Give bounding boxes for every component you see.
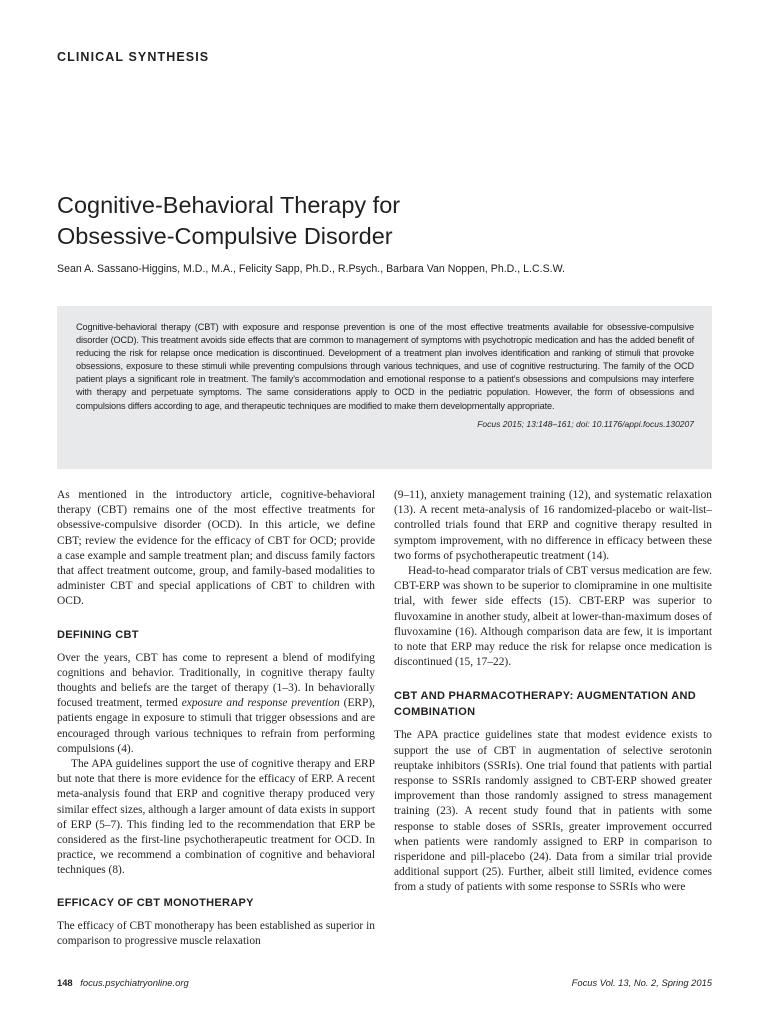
title-line-2: Obsessive-Compulsive Disorder [57,223,393,249]
author-list: Sean A. Sassano-Higgins, M.D., M.A., Felicity Sapp, Ph.D., R.Psych., Barbara Van Noppen, Ph.D., L.C.S.W. [57,263,565,275]
right-paragraph-2: Head-to-head comparator trials of CBT versus medication are few. CBT-ERP was shown to be superior to clomipramine in one multisite trial, with fewer side effects (15). CBT-ERP was superior to fluvoxamine in another study, albeit at lower-than-maximum doses of fluvoxamine (16). Although comparison data are few, it is important to note that ERP may reduce the risk for relapse once medication is discontinued (15, 17–22). [394,565,712,669]
defining-term-erp: exposure and response prevention [181,697,340,710]
footer-website: focus.psychiatryonline.org [80,977,189,988]
heading-defining-cbt: DEFINING CBT [57,628,139,641]
citation-line: Focus 2015; 13:148–161; doi: 10.1176/appi.focus.130207 [477,418,694,429]
right-paragraph-1: (9–11), anxiety management training (12), and systematic relaxation (13). A recent meta-analysis of 16 randomized-placebo or wait-list–controlled trials found that ERP and cognitive therapy resulted in symptom improvement, with no difference in efficacy between these two forms of psychotherapeutic treatment (14). [394,489,712,562]
efficacy-paragraph-1: The efficacy of CBT monotherapy has been established as superior in comparison to progressive muscle relaxation [57,919,375,947]
defining-paragraph-2: The APA guidelines support the use of cognitive therapy and ERP but note that there is more evidence for the efficacy of ERP. A recent meta-analysis found that ERP and cognitive therapy produced very similar effect sizes, although a larger amount of data exists in support of ERP (5–7). This finding led to the recommendation that ERP be considered as the first-line psychotherapeutic treatment for OCD. In practice, we recommend a combination of cognitive and behavioral techniques (8). [57,758,375,877]
page-number: 148 [57,977,73,988]
right-column [394,488,712,896]
intro-paragraph: As mentioned in the introductory article, cognitive-behavioral therapy (CBT) remains one of the most effective treatments for obsessive-compulsive disorder (OCD). In this article, we define CBT; review the evidence for the efficacy of CBT for OCD; provide a case example and sample treatment plan; and discuss family factors that affect treatment outcome, group, and family-based modalities to administer CBT and special applications of CBT to children with OCD. [57,489,375,608]
section-label: CLINICAL SYNTHESIS [57,50,210,64]
defining-paragraph-1 [57,651,375,757]
right-paragraph-3: The APA practice guidelines state that modest evidence exists to support the use of CBT in augmentation of selective serotonin reuptake inhibitors (SSRIs). One trial found that patients with partial response to SSRIs randomly assigned to CBT-ERP showed greater improvement than those randomly assigned to stress management training (23). A recent study found that in patients with some response to stable doses of SSRIs, greater improvement occurred when patients were randomly assigned to ERP in comparison to risperidone and pill-placebo (24). Data from a similar trial provide additional support (25). Further, albeit still limited, evidence comes from a study of patients with some response to SSRIs who were [394,729,712,894]
left-column [57,488,375,949]
heading-augmentation: CBT AND PHARMACOTHERAPY: AUGMENTATION AND COMBINATION [394,690,696,719]
title-line-1: Cognitive-Behavioral Therapy for [57,192,401,218]
article-title [57,190,677,252]
heading-efficacy: EFFICACY OF CBT MONOTHERAPY [57,896,254,909]
page-footer [57,977,712,988]
abstract-box [57,306,712,469]
footer-issue: Focus Vol. 13, No. 2, Spring 2015 [571,977,712,988]
abstract-text: Cognitive-behavioral therapy (CBT) with exposure and response prevention is one of the most effective treatments available for obsessive-compulsive disorder (OCD). This treatment avoids side effects that are common to management of symptoms with psychotropic medication and has the added benefit of reducing the risk for relapse once medication is discontinued. Development of a treatment plan involves identification and ranking of stimuli that provoke obsessions, exposure to these stimuli while preventing compulsions through various techniques, and use of cognitive restructuring. The family of the OCD patient plays a significant role in treatment. The family’s accommodation and emotional response to a patient’s obsessions and compulsions may interfere with therapy and perpetuate symptoms. The same considerations apply to OCD in the pediatric population. However, the form of obsessions and compulsions differs according to age, and therapeutic techniques are modified to make them developmentally appropriate. [76,322,694,411]
defining-text-a: Over the years, CBT has come to represent a blend of modifying cognitions and behavior. Traditionally, in cognitive therapy faulty thoughts and beliefs are the target of therapy (1–3). In behaviorally focused treatment, termed [57,651,375,710]
defining-text-b: (ERP), patients engage in exposure to stimuli that trigger obsessions and are encouraged through various techniques to refrain from performing compulsions (4). [57,697,376,755]
